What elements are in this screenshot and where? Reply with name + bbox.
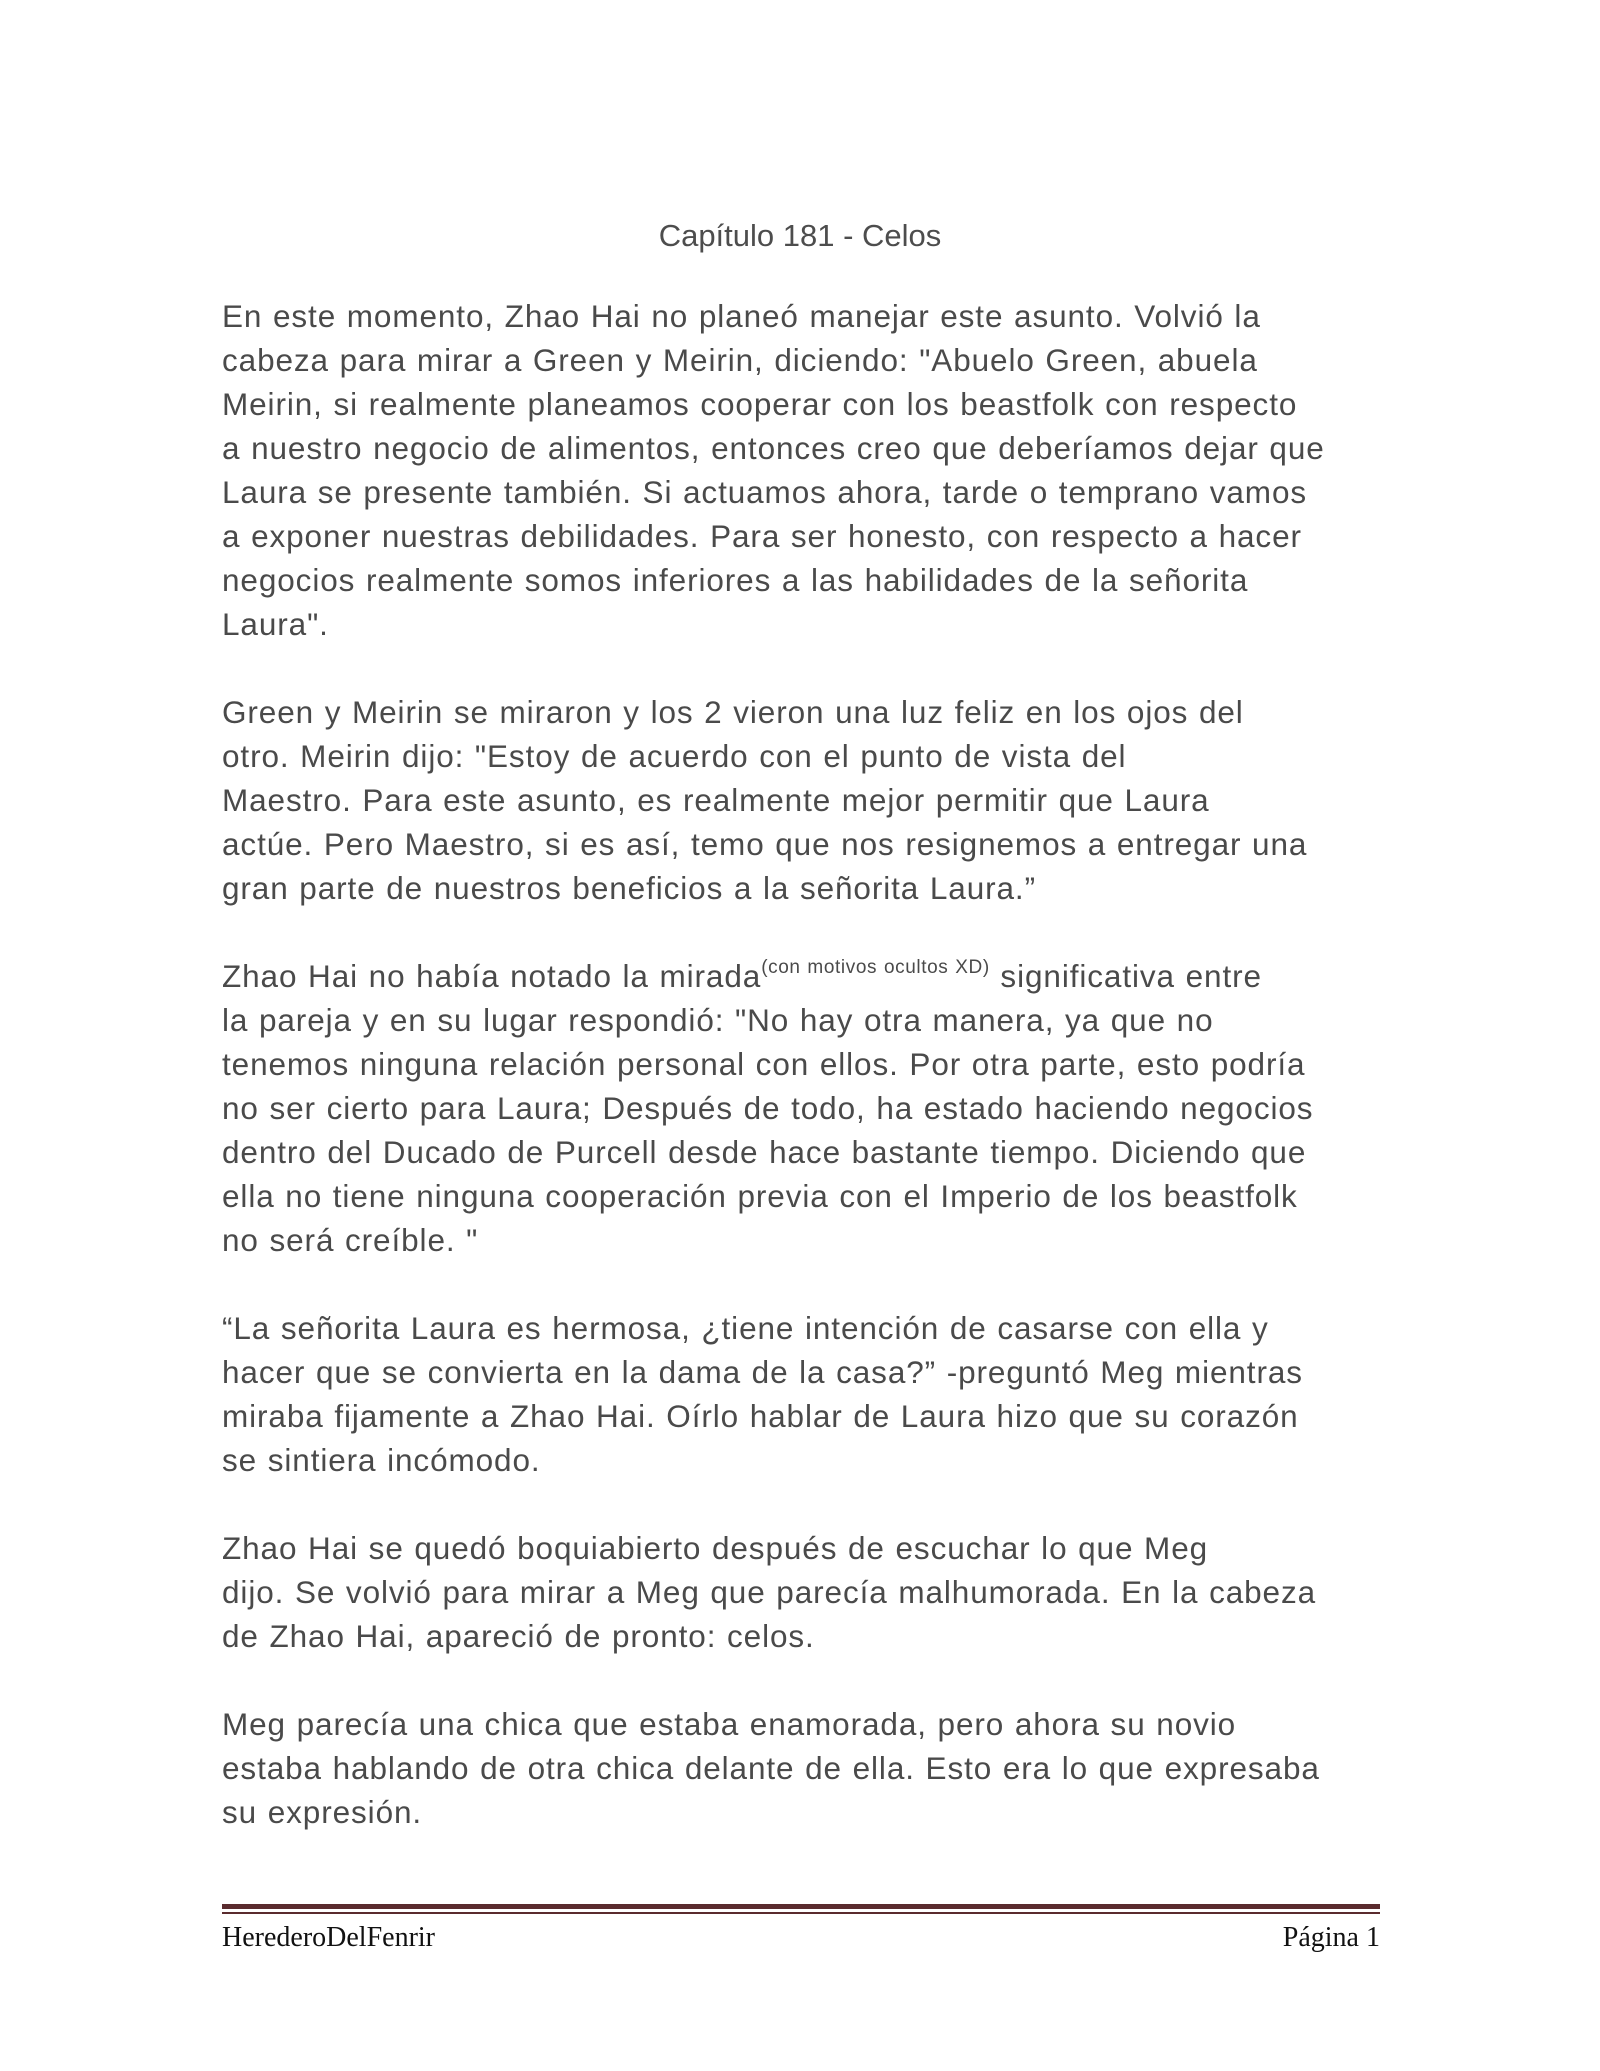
text-line: actúe. Pero Maestro, si es así, temo que nos resignemos a entregar una [222,826,1308,862]
text-line: no ser cierto para Laura; Después de todo, ha estado haciendo negocios [222,1090,1314,1126]
footer-divider-thin [222,1912,1380,1914]
paragraph-3 [222,954,1392,1262]
text-line: Green y Meirin se miraron y los 2 vieron una luz feliz en los ojos del [222,694,1244,730]
text-line: otro. Meirin dijo: "Estoy de acuerdo con el punto de vista del [222,738,1127,774]
chapter-body [222,294,1392,1834]
footer-divider-thick [222,1904,1380,1909]
page-footer [222,1918,1380,1958]
translator-note: (con motivos ocultos XD) [761,957,990,978]
text-line: Maestro. Para este asunto, es realmente mejor permitir que Laura [222,782,1210,818]
paragraph-gap [222,1262,1392,1306]
text-line: no será creíble. " [222,1222,479,1258]
paragraph-gap [222,1482,1392,1526]
text-segment: significativa entre [989,958,1262,994]
paragraph-6 [222,1702,1392,1834]
text-line: ella no tiene ninguna cooperación previa con el Imperio de los beastfolk [222,1178,1298,1214]
text-line: su expresión. [222,1794,423,1830]
footer-author: HerederoDelFenrir [222,1922,436,1953]
text-line: a exponer nuestras debilidades. Para ser honesto, con respecto a hacer [222,518,1302,554]
text-line: hacer que se convierta en la dama de la casa?” -preguntó Meg mientras [222,1354,1303,1390]
footer-page-number: Página 1 [1282,1922,1380,1953]
text-line: En este momento, Zhao Hai no planeó manejar este asunto. Volvió la [222,298,1261,334]
paragraph-5 [222,1526,1392,1658]
paragraph-gap [222,1658,1392,1702]
text-line: dijo. Se volvió para mirar a Meg que parecía malhumorada. En la cabeza [222,1574,1317,1610]
text-segment: Zhao Hai no había notado la mirada [222,958,762,994]
text-line: Laura se presente también. Si actuamos ahora, tarde o temprano vamos [222,474,1308,510]
text-line: negocios realmente somos inferiores a las habilidades de la señorita [222,562,1249,598]
text-line: se sintiera incómodo. [222,1442,541,1478]
paragraph-gap [222,646,1392,690]
text-line: “La señorita Laura es hermosa, ¿tiene intención de casarse con ella y [222,1310,1269,1346]
text-line: gran parte de nuestros beneficios a la señorita Laura.” [222,870,1036,906]
text-line: cabeza para mirar a Green y Meirin, diciendo: "Abuelo Green, abuela [222,342,1258,378]
paragraph-gap [222,910,1392,954]
text-line: Zhao Hai se quedó boquiabierto después de escuchar lo que Meg [222,1530,1209,1566]
text-line: Meg parecía una chica que estaba enamorada, pero ahora su novio [222,1706,1237,1742]
text-line: Meirin, si realmente planeamos cooperar con los beastfolk con respecto [222,386,1298,422]
text-line: dentro del Ducado de Purcell desde hace bastante tiempo. Diciendo que [222,1134,1307,1170]
text-line: la pareja y en su lugar respondió: "No hay otra manera, ya que no [222,1002,1214,1038]
paragraph-1 [222,294,1392,646]
paragraph-4 [222,1306,1392,1482]
text-line: estaba hablando de otra chica delante de ella. Esto era lo que expresaba [222,1750,1320,1786]
text-line: de Zhao Hai, apareció de pronto: celos. [222,1618,815,1654]
text-line: tenemos ninguna relación personal con ellos. Por otra parte, esto podría [222,1046,1306,1082]
paragraph-2 [222,690,1392,910]
text-line-with-note [222,954,1392,998]
chapter-title: Capítulo 181 - Celos [658,218,942,253]
text-line: Laura". [222,606,329,642]
text-line: miraba fijamente a Zhao Hai. Oírlo hablar de Laura hizo que su corazón [222,1398,1299,1434]
text-line: a nuestro negocio de alimentos, entonces creo que deberíamos dejar que [222,430,1325,466]
